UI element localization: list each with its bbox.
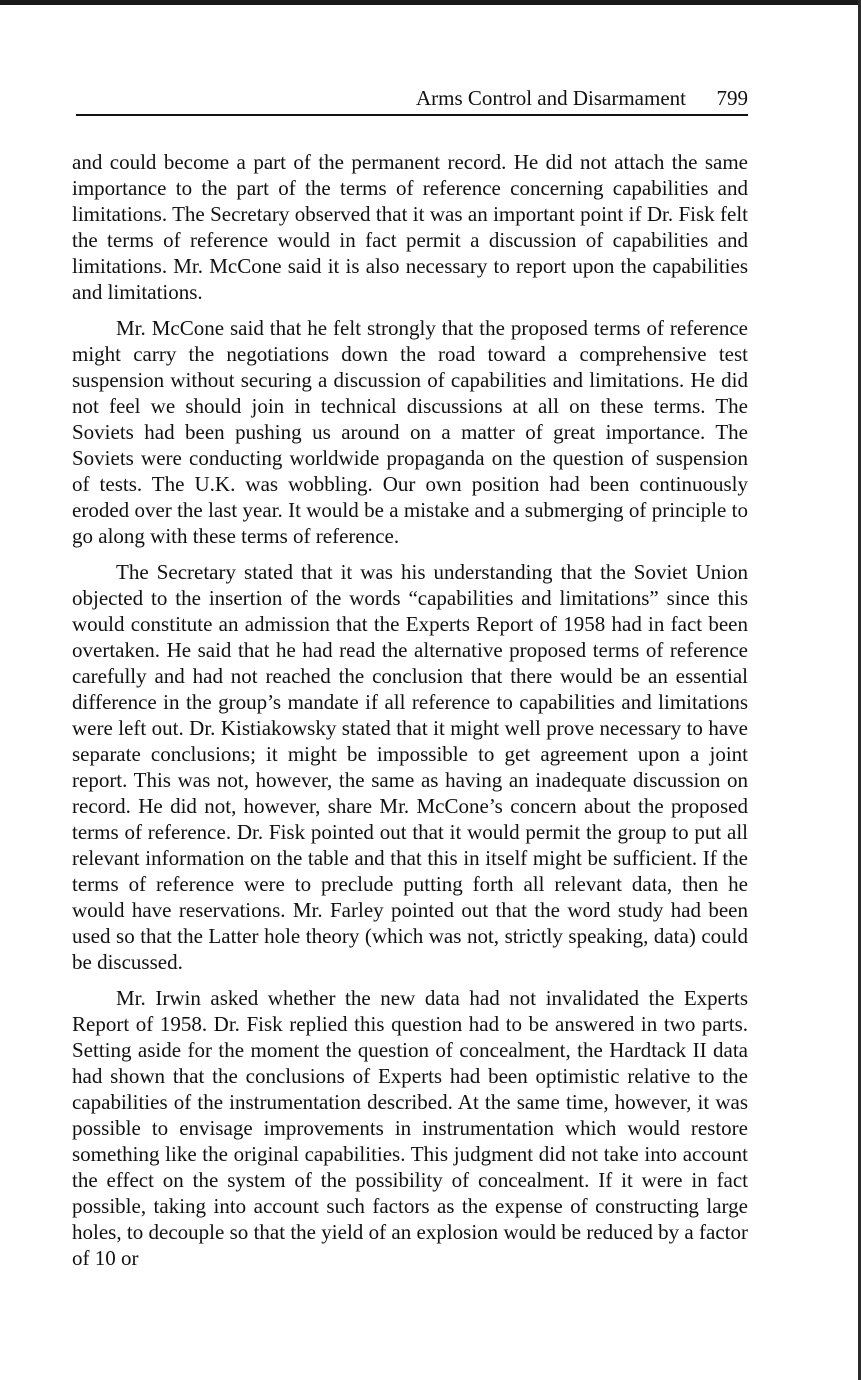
body-text	[72, 149, 748, 1271]
running-header	[76, 84, 748, 116]
paragraph-mccone: Mr. McCone said that he felt strongly that the proposed terms of reference might carry the negotiations down the road toward a comprehensive test suspension without securing a discussion of capabilities and limitations. He did not feel we should join in technical discussions at all on these terms. The Soviets had been pushing us around on a matter of great importance. The Soviets were conducting worldwide propaganda on the question of suspension of tests. The U.K. was wobbling. Our own position had been continuously eroded over the last year. It would be a mistake and a submerging of principle to go along with these terms of reference.	[72, 316, 748, 548]
page-number: 799	[716, 86, 748, 110]
paragraph-irwin: Mr. Irwin asked whether the new data had not invalidated the Experts Report of 1958. Dr. Fisk replied this question had to be answered in two parts. Setting aside for the moment the question of concealment, the Hardtack II data had shown that the conclusions of Experts had been optimistic relative to the capabilities of the instrumentation described. At the same time, however, it was possible to envisage improvements in instrumentation which would restore something like the original capabilities. This judgment did not take into account the effect on the system of the possibility of concealment. If it were in fact possible, taking into account such factors as the expense of constructing large holes, to decouple so that the yield of an explosion would be reduced by a factor of 10 or	[72, 986, 748, 1270]
paragraph-secretary: The Secretary stated that it was his understanding that the Soviet Union objected to the insertion of the words “capabilities and limitations” since this would constitute an admission that the Experts Report of 1958 had in fact been overtaken. He said that he had read the alternative proposed terms of reference carefully and had not reached the conclusion that there would be an essential difference in the group’s mandate if all reference to capabilities and limitations were left out. Dr. Kistiakowsky stated that it might well prove necessary to have separate conclusions; it might be impossible to get agreement upon a joint report. This was not, however, the same as having an inadequate discussion on record. He did not, however, share Mr. McCone’s concern about the proposed terms of reference. Dr. Fisk pointed out that it would permit the group to put all relevant information on the table and that this in itself might be sufficient. If the terms of reference were to preclude putting forth all relevant data, then he would have reservations. Mr. Farley pointed out that the word study had been used so that the Latter hole theory (which was not, strictly speaking, data) could be discussed.	[72, 560, 748, 974]
running-title: Arms Control and Disarmament	[415, 86, 686, 110]
paragraph-continuation: and could become a part of the permanent record. He did not attach the same importance to the part of the terms of reference concerning capabilities and limitations. The Secretary observed that it was an important point if Dr. Fisk felt the terms of reference would in fact permit a discussion of capabilities and limitations. Mr. McCone said it is also necessary to report upon the capabilities and limitations.	[72, 150, 748, 304]
